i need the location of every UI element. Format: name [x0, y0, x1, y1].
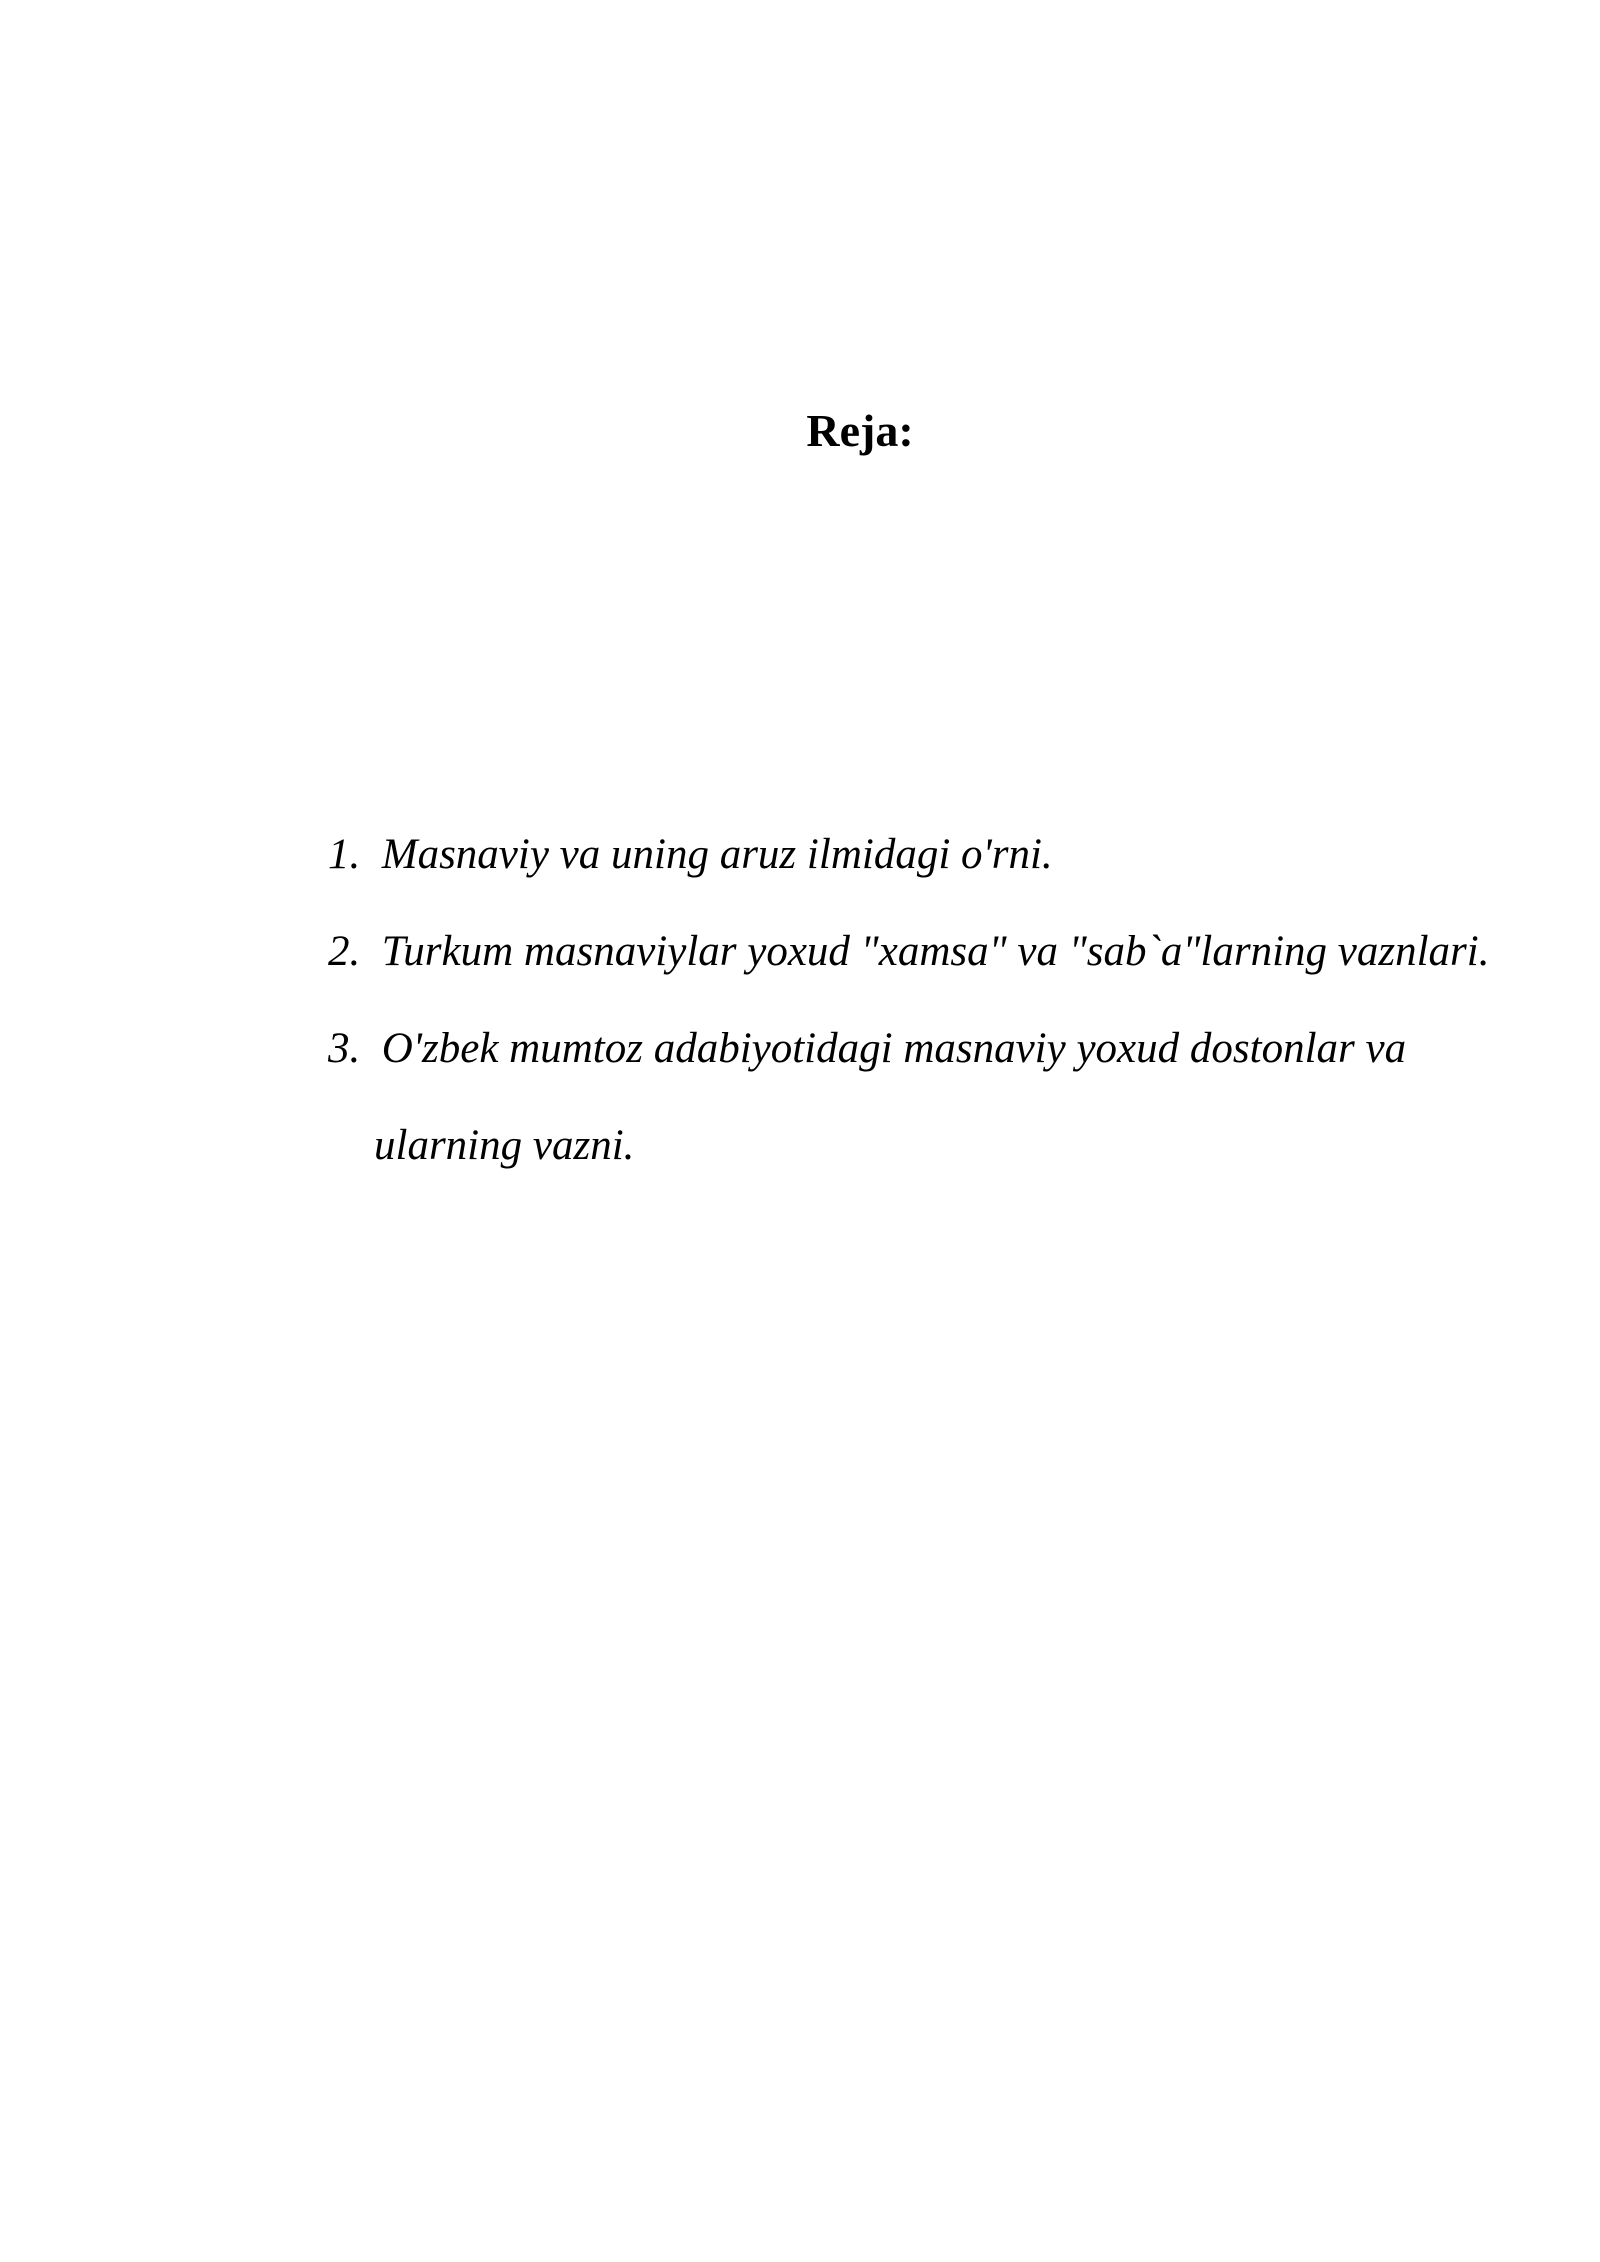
plan-item-3: [328, 1000, 1489, 1194]
plan-item-text: Masnaviy va uning aruz ilmidagi o'rni.: [381, 831, 1053, 878]
plan-list: [328, 806, 1489, 1194]
plan-item-number: 1.: [328, 831, 371, 878]
plan-item-number: 2.: [328, 928, 371, 975]
plan-item-text: Turkum masnaviylar yoxud "xamsa" va "sab`a"larning vaznlari.: [381, 928, 1490, 975]
plan-item-text-continuation: ularning vazni.: [374, 1122, 635, 1169]
plan-item-1: [328, 806, 1489, 903]
plan-item-2: [328, 903, 1489, 1000]
page-title: Reja:: [806, 405, 914, 456]
plan-item-number: 3.: [328, 1025, 371, 1072]
plan-item-text: O'zbek mumtoz adabiyotidagi masnaviy yoxud dostonlar va: [381, 1025, 1407, 1072]
